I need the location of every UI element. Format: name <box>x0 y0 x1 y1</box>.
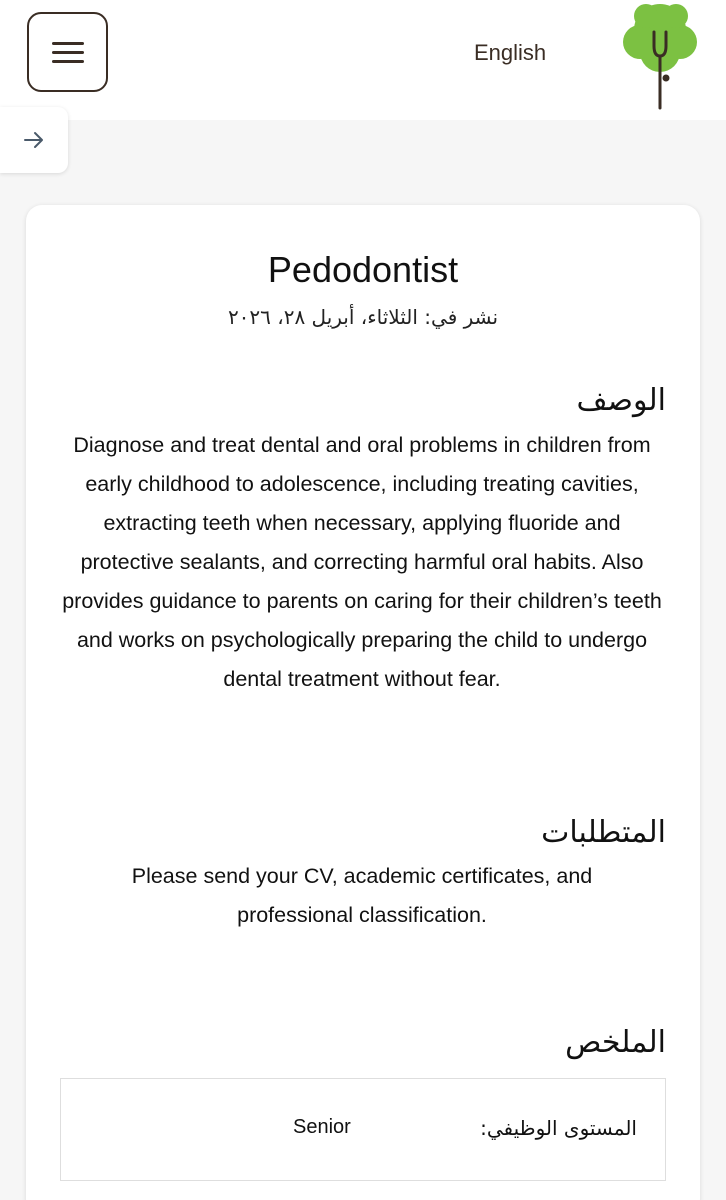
job-card <box>26 205 700 1200</box>
hamburger-menu-button[interactable] <box>27 12 108 92</box>
menu-bar <box>52 42 84 45</box>
job-title: Pedodontist <box>267 249 459 290</box>
stethoscope-tree-logo[interactable] <box>620 0 700 115</box>
job-level-value: Senior <box>293 1116 351 1138</box>
language-switch-link[interactable]: English <box>474 40 547 65</box>
requirements-text: Please send your CV, academic certificates, and professional classification. <box>131 864 593 927</box>
menu-bar <box>52 60 84 63</box>
requirements-heading: المتطلبات <box>541 815 666 850</box>
job-level-label: المستوى الوظيفي: <box>480 1116 637 1140</box>
summary-heading: الملخص <box>565 1025 666 1060</box>
summary-table <box>60 1078 666 1181</box>
description-text: Diagnose and treat dental and oral problems in children from early childhood to adolescence, including treating cavities, extracting teeth when necessary, applying fluoride and protective sealants, and correcting harmful oral habits. Also provides guidance to parents on caring for their children’s teeth and works on psychologically preparing the child to undergo dental treatment without fear. <box>62 433 662 691</box>
menu-bar <box>52 51 84 54</box>
top-header <box>0 0 726 120</box>
arrow-right-icon <box>23 131 45 149</box>
posted-date: نشر في: الثلاثاء، أبريل ٢٨، ٢٠٢٦ <box>227 305 499 329</box>
description-heading: الوصف <box>576 383 666 418</box>
side-panel-toggle[interactable] <box>0 107 68 173</box>
